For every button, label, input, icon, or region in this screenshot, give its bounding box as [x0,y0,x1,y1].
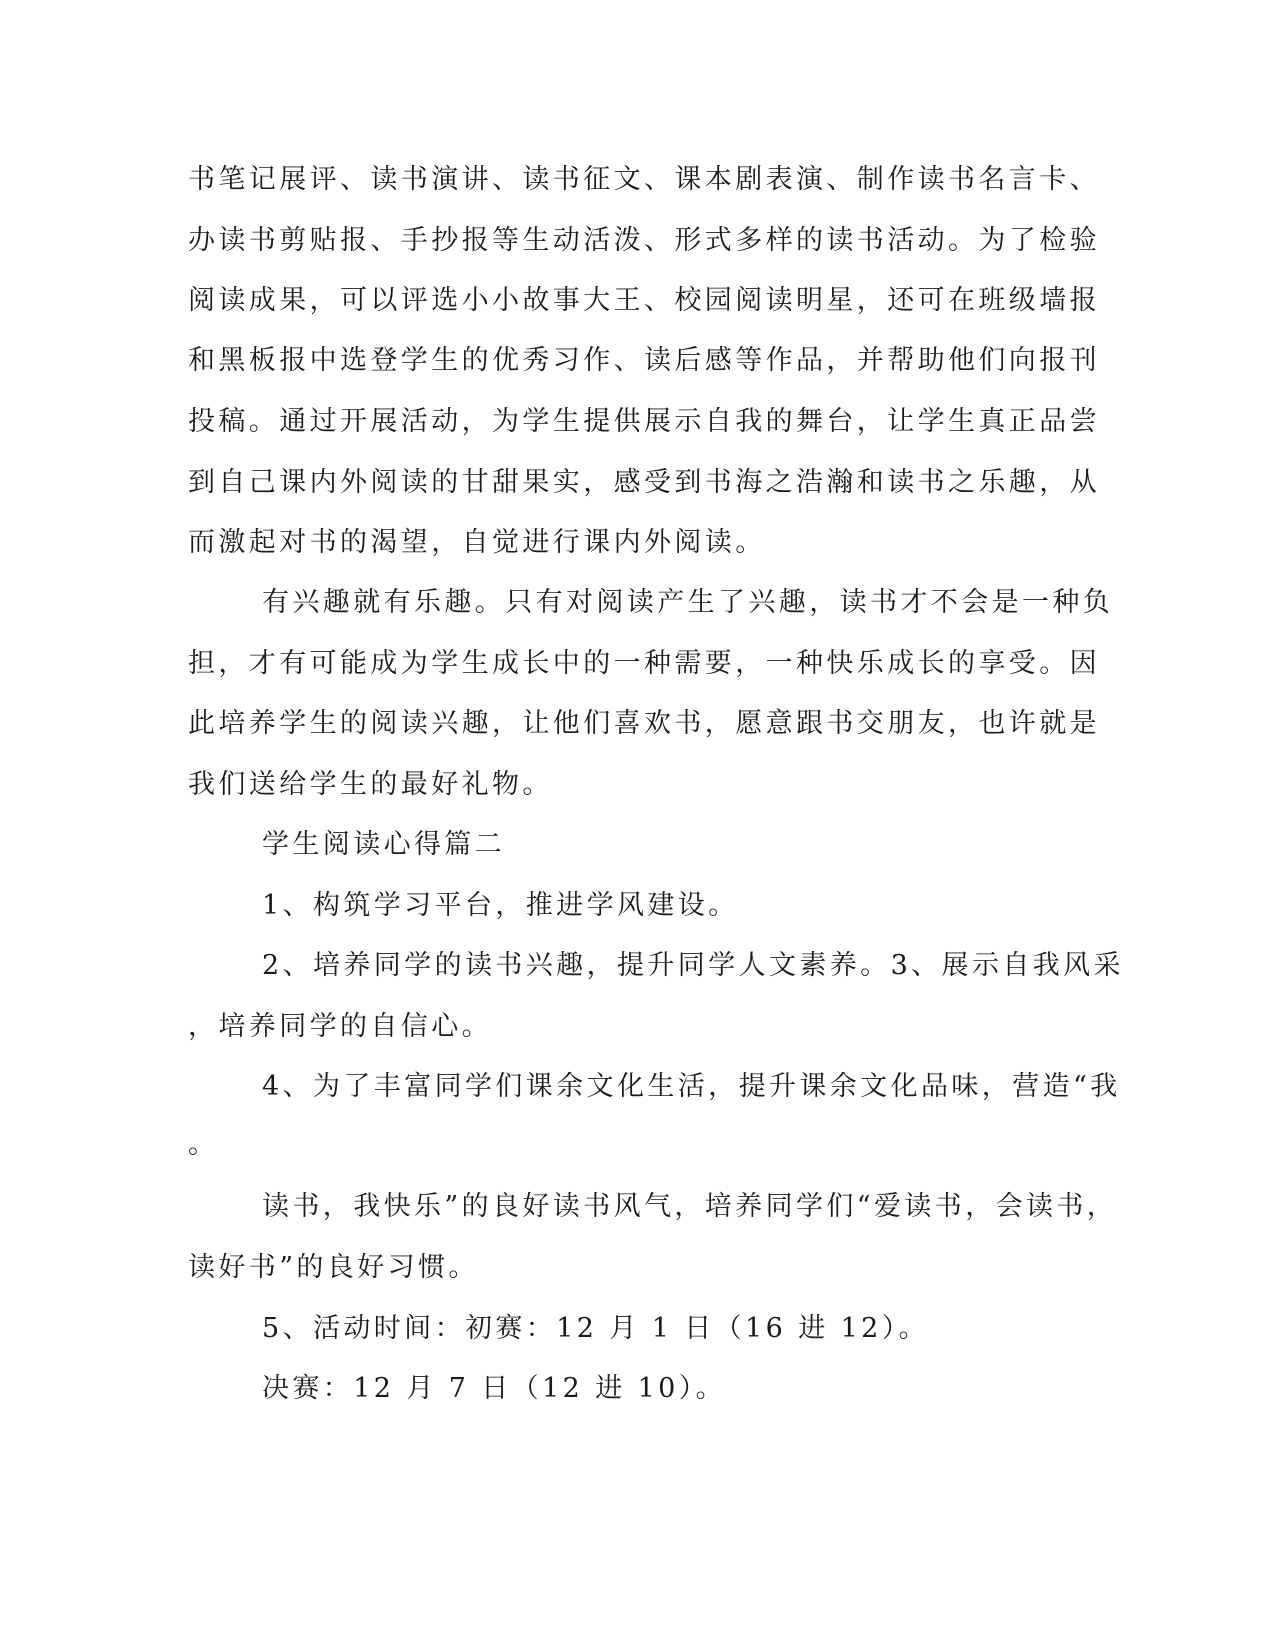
paragraph-line: 我们送给学生的最好礼物。 [188,769,553,800]
paragraph-line: 办读书剪贴报、手抄报等生动活泼、形式多样的读书活动。为了检验 [188,225,1100,256]
paragraph-line: 。 [188,1129,219,1160]
paragraph-line: 到自己课内外阅读的甘甜果实，感受到书海之浩瀚和读书之乐趣，从 [188,467,1100,498]
paragraph-line: 和黑板报中选登学生的优秀习作、读后感等作品，并帮助他们向报刊 [188,345,1100,376]
paragraph-line: 书笔记展评、读书演讲、读书征文、课本剧表演、制作读书名言卡、 [188,164,1100,195]
paragraph-line: 阅读成果，可以评选小小故事大王、校园阅读明星，还可在班级墙报 [188,285,1100,316]
paragraph-line: 读书，我快乐”的良好读书风气，培养同学们“爱读书，会读书， [262,1191,1118,1222]
paragraph-line: 2、培养同学的读书兴趣，提升同学人文素养。3、展示自我风采 [262,950,1124,981]
paragraph-line: 4、为了丰富同学们课余文化生活，提升课余文化品味，营造“我 [262,1071,1121,1102]
paragraph-line: 有兴趣就有乐趣。只有对阅读产生了兴趣，读书才不会是一种负 [262,587,1114,618]
paragraph-line: 1、构筑学习平台，推进学风建设。 [262,890,739,921]
paragraph-line: 此培养学生的阅读兴趣，让他们喜欢书，愿意跟书交朋友，也许就是 [188,708,1100,739]
paragraph-line: ，培养同学的自信心。 [188,1011,492,1042]
paragraph-line: 而激起对书的渴望，自觉进行课内外阅读。 [188,527,766,558]
section-heading: 学生阅读心得篇二 [262,829,506,860]
paragraph-line: 投稿。通过开展活动，为学生提供展示自我的舞台，让学生真正品尝 [188,406,1100,437]
paragraph-line: 读好书”的良好习惯。 [188,1252,479,1283]
paragraph-line: 担，才有可能成为学生成长中的一种需要，一种快乐成长的享受。因 [188,648,1100,679]
paragraph-line: 5、活动时间：初赛：12 月 1 日（16 进 12）。 [262,1313,930,1344]
paragraph-line: 决赛：12 月 7 日（12 进 10）。 [262,1373,727,1404]
